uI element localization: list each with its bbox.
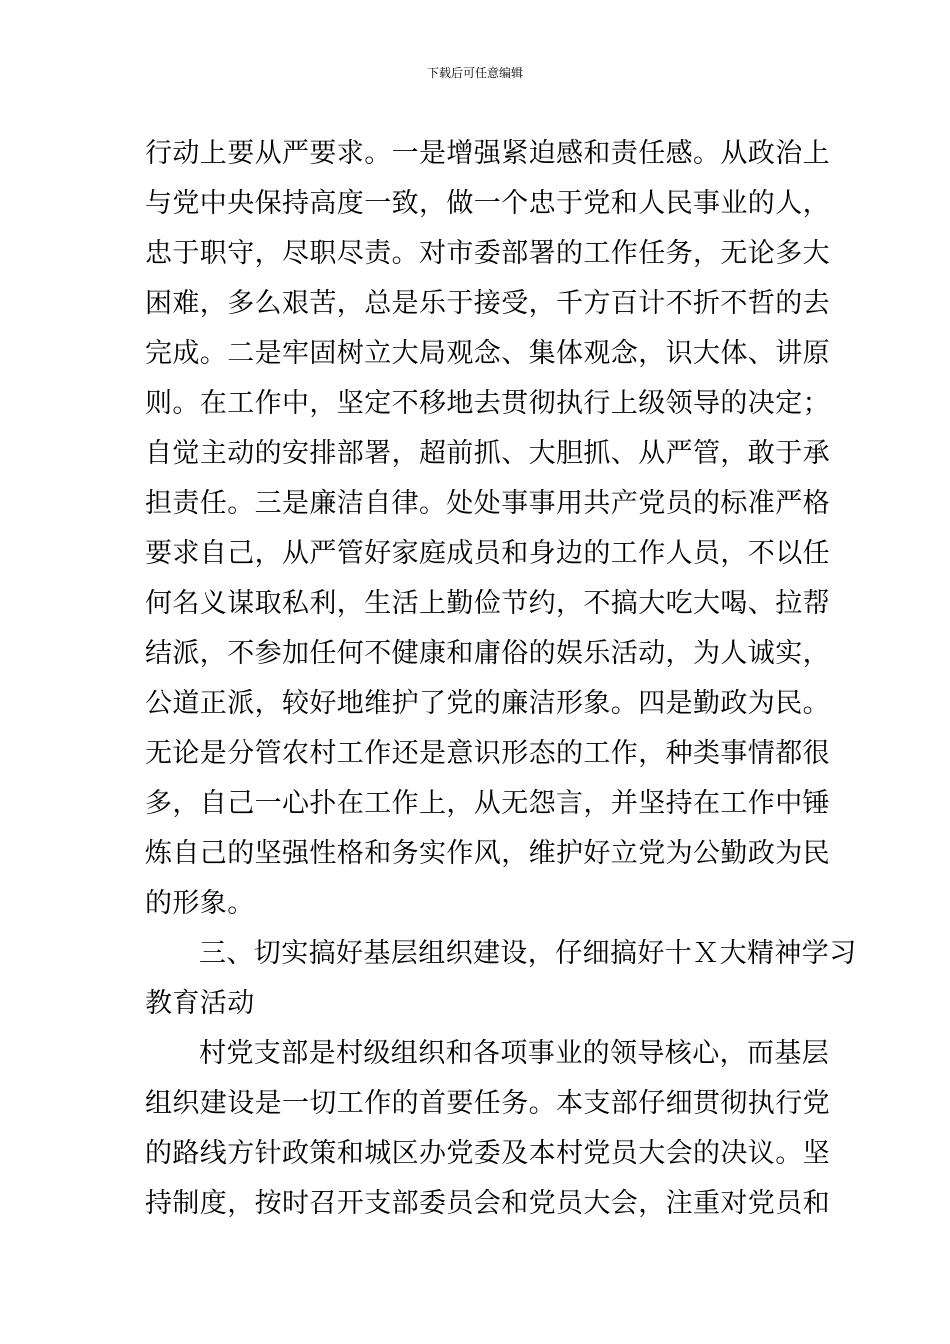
- text-line: 忠于职守，尽职尽责。对市委部署的工作任务，无论多大: [145, 238, 830, 269]
- text-line: 自觉主动的安排部署，超前抓、大胆抓、从严管，敢于承: [145, 438, 830, 469]
- text-line: 的路线方针政策和城区办党委及本村党员大会的决议。坚: [145, 1138, 830, 1169]
- text-line: 与党中央保持高度一致，做一个忠于党和人民事业的人，: [145, 188, 830, 219]
- section-heading-cont: 教育活动: [145, 988, 255, 1019]
- text-line: 公道正派，较好地维护了党的廉洁形象。四是勤政为民。: [145, 688, 830, 719]
- text-line: 结派，不参加任何不健康和庸俗的娱乐活动，为人诚实，: [145, 638, 830, 669]
- section-heading: 三、切实搞好基层组织建设，仔细搞好十Ｘ大精神学习: [199, 938, 857, 969]
- document-body: [145, 129, 857, 1229]
- text-line: 要求自己，从严管好家庭成员和身边的工作人员，不以任: [145, 538, 830, 569]
- text-line: 组织建设是一切工作的首要任务。本支部仔细贯彻执行党: [145, 1088, 830, 1119]
- text-line: 持制度，按时召开支部委员会和党员大会，注重对党员和: [145, 1188, 830, 1219]
- paragraph-start: 村党支部是村级组织和各项事业的领导核心，而基层: [199, 1038, 830, 1069]
- text-line: 则。在工作中，坚定不移地去贯彻执行上级领导的决定；: [145, 388, 830, 419]
- text-line: 完成。二是牢固树立大局观念、集体观念，识大体、讲原: [145, 338, 830, 369]
- text-line: 多，自己一心扑在工作上，从无怨言，并坚持在工作中锤: [145, 788, 830, 819]
- text-line: 行动上要从严要求。一是增强紧迫感和责任感。从政治上: [145, 138, 830, 169]
- text-line: 困难，多么艰苦，总是乐于接受，千方百计不折不哲的去: [145, 288, 830, 319]
- text-line: 何名义谋取私利，生活上勤俭节约，不搞大吃大喝、拉帮: [145, 588, 830, 619]
- text-line: 无论是分管农村工作还是意识形态的工作，种类事情都很: [145, 738, 830, 769]
- text-line: 炼自己的坚强性格和务实作风，维护好立党为公勤政为民: [145, 838, 830, 869]
- page-header: 下载后可任意编辑: [426, 66, 523, 80]
- text-line: 的形象。: [145, 888, 255, 919]
- text-line: 担责任。三是廉洁自律。处处事事用共产党员的标准严格: [145, 488, 830, 519]
